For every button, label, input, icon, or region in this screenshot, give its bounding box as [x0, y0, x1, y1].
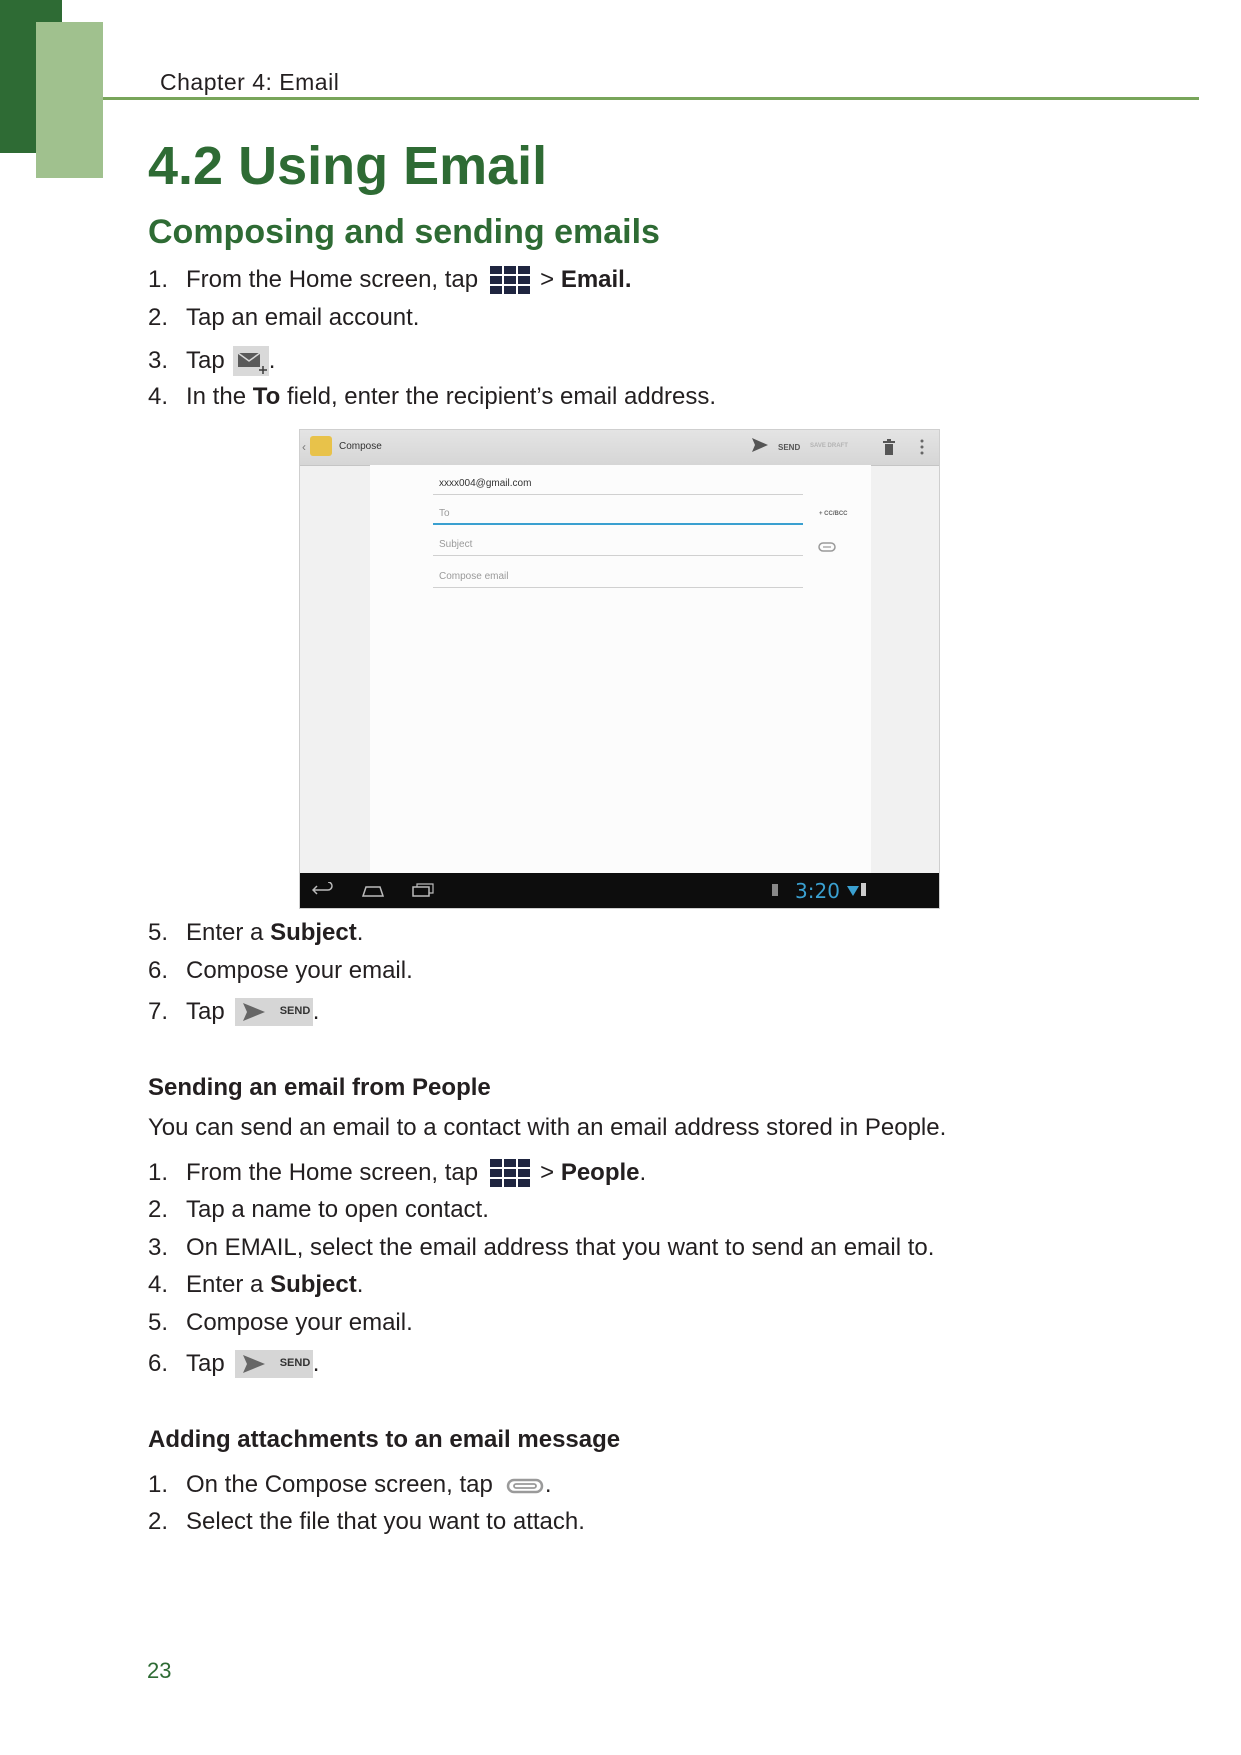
step-number: 3.: [148, 347, 169, 374]
page-title: 4.2 Using Email: [148, 136, 548, 196]
step-text: >: [540, 266, 555, 293]
chapter-header: Chapter 4: Email: [160, 69, 340, 95]
step-number: 2.: [148, 1508, 169, 1535]
signal-battery-icon: [861, 883, 866, 896]
compose-step-5: [148, 919, 363, 947]
attach-step-1: [148, 1471, 552, 1499]
step-text: .: [356, 919, 364, 946]
step-number: 4.: [148, 383, 169, 410]
step-bold: Email.: [560, 266, 632, 293]
step-text: Enter a: [186, 919, 264, 946]
send-icon: [235, 998, 313, 1026]
step-number: 1.: [148, 1471, 169, 1498]
step-text: Tap an email account.: [186, 304, 420, 331]
step-text: Tap: [186, 1350, 225, 1377]
compose-screenshot: [299, 429, 940, 909]
to-field[interactable]: To: [433, 503, 803, 525]
step-text: .: [312, 1350, 320, 1377]
step-text: On EMAIL, select the email address that you want to send an email to.: [186, 1234, 935, 1261]
send-icon: [235, 1350, 313, 1378]
attachment-icon[interactable]: [818, 539, 836, 557]
trash-icon[interactable]: [883, 439, 895, 460]
people-step-3: [148, 1234, 934, 1262]
compose-step-3: [148, 346, 275, 376]
overflow-menu-icon[interactable]: [920, 439, 924, 460]
nav-home-icon[interactable]: [362, 883, 384, 902]
compose-form: [370, 465, 871, 874]
step-text: Enter a: [186, 1271, 264, 1298]
people-step-6: [148, 1350, 319, 1378]
attach-step-2: [148, 1508, 585, 1536]
step-text: From the Home screen, tap: [186, 266, 479, 293]
section-heading-attach: Adding attachments to an email message: [148, 1426, 621, 1453]
step-text: In the: [186, 383, 247, 410]
step-text: .: [639, 1159, 647, 1186]
people-step-2: [148, 1196, 489, 1224]
send-button[interactable]: SEND: [778, 443, 801, 452]
page-number: 23: [147, 1658, 172, 1683]
people-step-5: [148, 1309, 413, 1337]
step-bold: Subject: [270, 919, 357, 946]
wifi-icon: [847, 884, 859, 902]
people-step-1: [148, 1159, 646, 1187]
step-number: 6.: [148, 1350, 169, 1377]
save-draft-button[interactable]: SAVE DRAFT: [810, 443, 848, 449]
step-number: 1.: [148, 266, 169, 293]
send-arrow-icon[interactable]: [752, 438, 768, 457]
step-bold: People: [560, 1159, 640, 1186]
step-text: Compose your email.: [186, 1309, 413, 1336]
chapter-tab-light: [36, 22, 103, 178]
clock: 3:20: [795, 879, 840, 903]
back-chevron-icon[interactable]: ‹: [302, 440, 306, 454]
step-text: From the Home screen, tap: [186, 1159, 479, 1186]
step-number: 3.: [148, 1234, 169, 1261]
compose-step-1: [148, 266, 632, 294]
section-heading-compose: Composing and sending emails: [148, 213, 660, 251]
send-icon-label: SEND: [279, 1357, 311, 1369]
step-number: 2.: [148, 1196, 169, 1223]
step-text: Tap a name to open contact.: [186, 1196, 489, 1223]
step-text: Tap: [186, 347, 225, 374]
step-text: .: [268, 347, 276, 374]
nav-back-icon[interactable]: [312, 882, 334, 903]
step-text: Compose your email.: [186, 957, 413, 984]
system-nav-bar: [300, 873, 939, 908]
step-text: .: [544, 1471, 552, 1498]
action-bar: [300, 430, 939, 466]
from-account: xxxx004@gmail.com: [433, 473, 803, 495]
step-text: Tap: [186, 998, 225, 1025]
step-number: 4.: [148, 1271, 169, 1298]
step-text: On the Compose screen, tap: [186, 1471, 493, 1498]
step-number: 2.: [148, 304, 169, 331]
compose-step-2: [148, 304, 419, 332]
section-heading-people: Sending an email from People: [148, 1074, 491, 1101]
apps-grid-icon: [490, 266, 530, 294]
step-text: field, enter the recipient’s email address.: [286, 383, 717, 410]
compose-title: Compose: [339, 441, 382, 452]
compose-mail-icon: [233, 346, 269, 376]
compose-step-6: [148, 957, 413, 985]
step-bold: To: [252, 383, 281, 410]
subject-field[interactable]: Subject: [433, 534, 803, 556]
step-text: .: [312, 998, 320, 1025]
people-intro: You can send an email to a contact with an email address stored in People.: [148, 1114, 947, 1141]
compose-body-field[interactable]: Compose email: [433, 566, 803, 588]
step-number: 5.: [148, 1309, 169, 1336]
paperclip-icon: [505, 1475, 545, 1495]
step-text: Select the file that you want to attach.: [186, 1508, 585, 1535]
step-bold: Subject: [270, 1271, 357, 1298]
cc-bcc-button[interactable]: + CC/BCC: [819, 511, 848, 517]
step-text: >: [540, 1159, 555, 1186]
step-number: 7.: [148, 998, 169, 1025]
apps-grid-icon: [490, 1159, 530, 1187]
nav-recents-icon[interactable]: [412, 883, 434, 902]
step-text: .: [356, 1271, 364, 1298]
people-step-4: [148, 1271, 363, 1299]
header-rule: [103, 97, 1199, 100]
compose-step-4: [148, 383, 716, 411]
step-number: 1.: [148, 1159, 169, 1186]
step-number: 6.: [148, 957, 169, 984]
step-number: 5.: [148, 919, 169, 946]
battery-icon: [772, 884, 778, 896]
compose-step-7: [148, 998, 319, 1026]
email-app-icon[interactable]: [310, 436, 332, 456]
send-icon-label: SEND: [279, 1005, 311, 1017]
